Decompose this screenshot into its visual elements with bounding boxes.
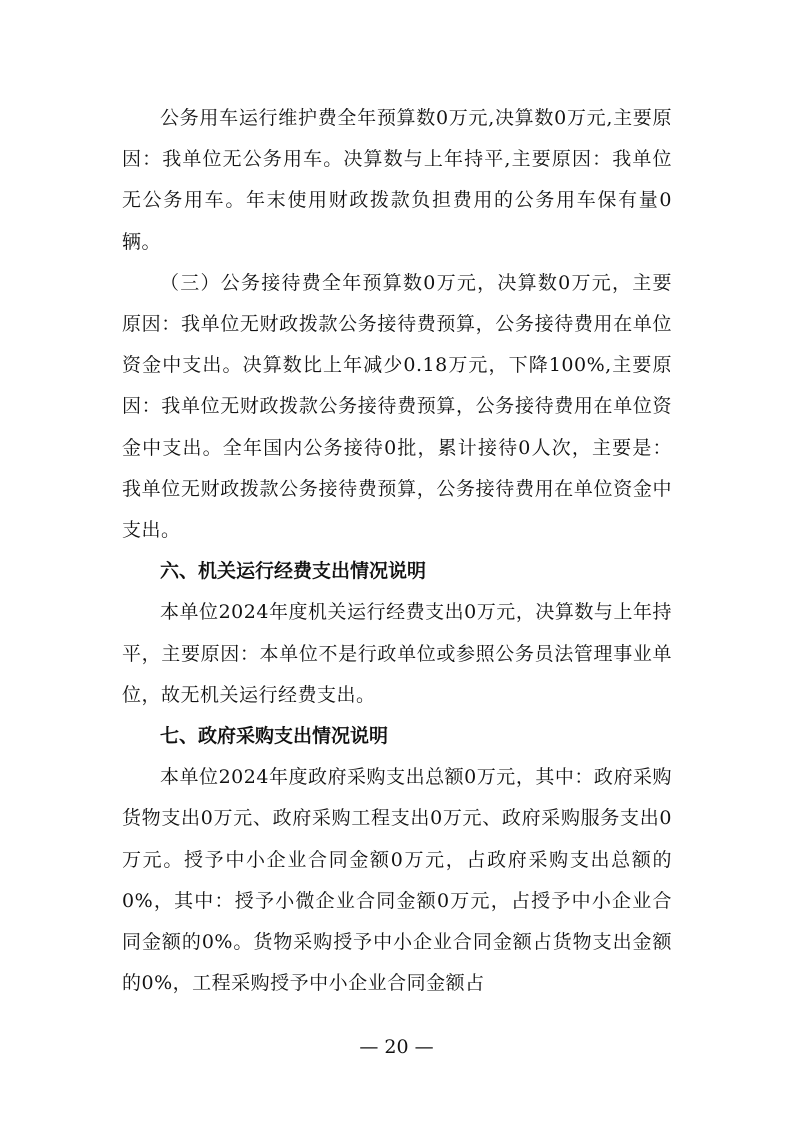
- page-number: — 20 —: [359, 1036, 434, 1058]
- section-heading-7: 七、政府采购支出情况说明: [160, 725, 389, 748]
- document-body: [122, 98, 672, 1004]
- paragraph-official-reception: （三）公务接待费全年预算数0万元，决算数0万元，主要原因：我单位无财政拨款公务接待费预算，公务接待费用在单位资金中支出。决算数比上年减少0.18万元，下降100%,主要原因：我单位无财政拨款公务接待费预算，公务接待费用在单位资金中支出。全年国内公务接待0批，累计接待0人次，主要是：我单位无财政拨款公务接待费预算，公务接待费用在单位资金中支出。: [122, 271, 672, 542]
- paragraph-government-procurement: 本单位2024年度政府采购支出总额0万元，其中：政府采购货物支出0万元、政府采购工程支出0万元、政府采购服务支出0万元。授予中小企业合同金额0万元，占政府采购支出总额的0%，其中：授予小微企业合同金额0万元，占授予中小企业合同金额的0%。货物采购授予中小企业合同金额占货物支出金额的0%，工程采购授予中小企业合同金额占: [122, 766, 672, 995]
- section-heading-6: 六、机关运行经费支出情况说明: [160, 560, 427, 583]
- paragraph-vehicle-maintenance: 公务用车运行维护费全年预算数0万元,决算数0万元,主要原因：我单位无公务用车。决算数与上年持平,主要原因：我单位无公务用车。年末使用财政拨款负担费用的公务用车保有量0辆。: [122, 107, 672, 253]
- paragraph-operating-expenses: 本单位2024年度机关运行经费支出0万元，决算数与上年持平，主要原因：本单位不是行政单位或参照公务员法管理事业单位，故无机关运行经费支出。: [122, 601, 672, 706]
